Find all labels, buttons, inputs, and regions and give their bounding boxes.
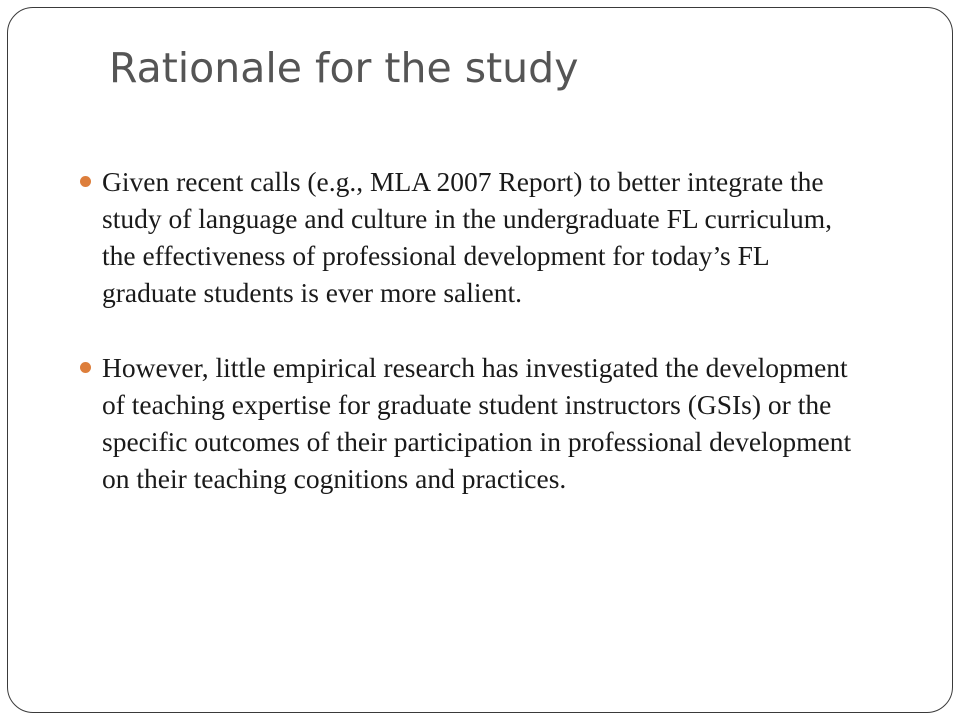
slide-title: Rationale for the study: [109, 44, 579, 92]
bullet-dot-icon: [80, 362, 91, 373]
bullet-dot-icon: [80, 176, 91, 187]
bullet-list: [80, 163, 860, 535]
bullet-item-2: [80, 349, 860, 497]
bullet-text-1: Given recent calls (e.g., MLA 2007 Report) to better integrate the study of language and culture in the undergraduate FL curriculum, the effectiveness of professional development for today’s FL graduate students is ever more salient.: [102, 166, 833, 308]
bullet-item-1: [80, 163, 860, 311]
bullet-text-2: However, little empirical research has investigated the development of teaching expertise for graduate student instructors (GSIs) or the specific outcomes of their participation in professional development on their teaching cognitions and practices.: [102, 352, 852, 494]
slide-frame: [7, 7, 953, 713]
